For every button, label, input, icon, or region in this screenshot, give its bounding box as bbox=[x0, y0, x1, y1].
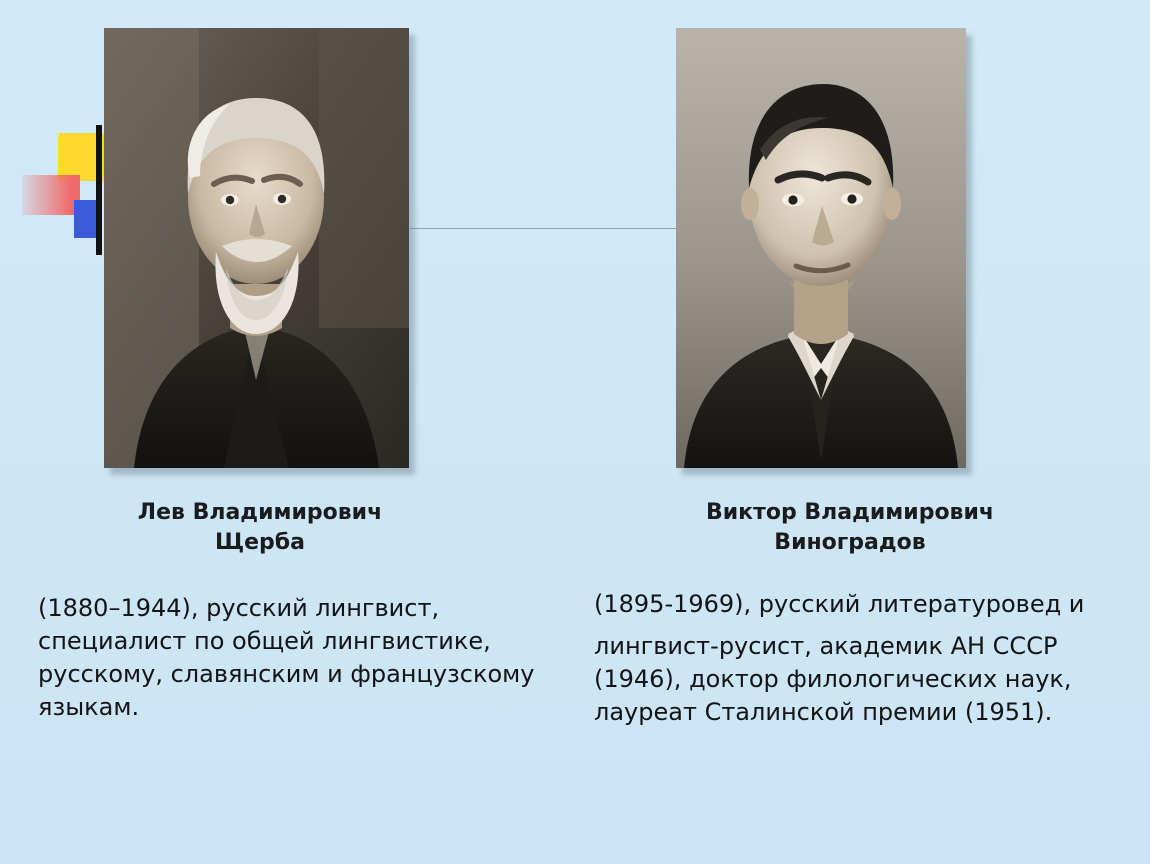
portrait-vinogradov-image bbox=[676, 28, 966, 468]
blue-square-icon bbox=[74, 200, 98, 238]
bio-vinogradov-body: лингвист-русист, академик АН СССР (1946), доктор филологических наук, лауреат Сталинской премии (1951). bbox=[594, 632, 1072, 726]
caption-vinogradov-line2: Виноградов bbox=[774, 530, 926, 555]
red-square-icon bbox=[22, 175, 80, 215]
portrait-shcherba-image bbox=[104, 28, 409, 468]
portrait-vinogradov-photo bbox=[676, 28, 966, 468]
caption-shcherba-line2: Щерба bbox=[214, 530, 306, 555]
caption-shcherba bbox=[60, 498, 460, 558]
caption-vinogradov bbox=[650, 498, 1050, 558]
caption-shcherba-line1: Лев Владимирович bbox=[137, 500, 383, 525]
bio-vinogradov bbox=[594, 588, 1139, 729]
black-bar-icon bbox=[96, 125, 102, 255]
caption-vinogradov-line1: Виктор Владимирович bbox=[706, 500, 994, 525]
connector-line bbox=[410, 228, 680, 229]
bio-vinogradov-lead: (1895-1969), русский литературовед и bbox=[594, 590, 1085, 618]
bio-shcherba: (1880–1944), русский лингвист, специалист по общей лингвистике, русскому, славянским и французскому языкам. bbox=[38, 594, 535, 721]
portrait-shcherba-photo bbox=[104, 28, 409, 468]
